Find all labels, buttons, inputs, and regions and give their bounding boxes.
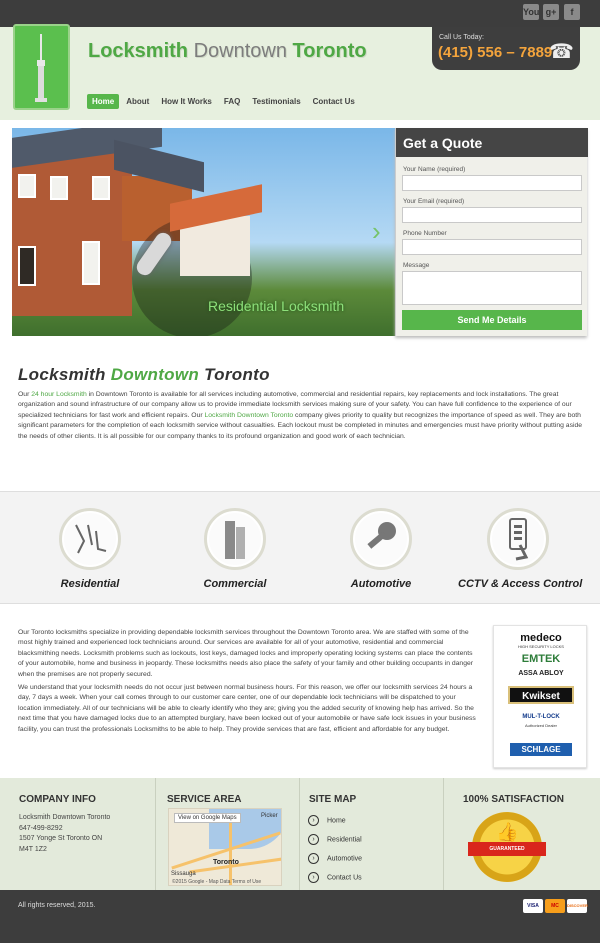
arrow-right-icon: › bbox=[308, 834, 319, 845]
copyright-text: All rights reserved, 2015. bbox=[18, 902, 96, 909]
brand-logos bbox=[493, 625, 587, 768]
satisfaction-heading: 100% SATISFACTION bbox=[463, 794, 564, 805]
service-commercial[interactable] bbox=[175, 508, 295, 590]
service-label: CCTV & Access Control bbox=[458, 578, 583, 590]
service-label: Residential bbox=[60, 578, 120, 590]
car-key-icon bbox=[350, 508, 412, 570]
phone-number[interactable]: (415) 556 – 7889 bbox=[438, 44, 553, 61]
about-heading-part: Locksmith bbox=[18, 365, 111, 384]
service-area-map[interactable] bbox=[168, 808, 282, 886]
message-textarea[interactable] bbox=[402, 271, 582, 305]
about-text-part: company gives priority to quality but recognizes the importance of speed as well. They are both significant parameters for the completion of each locksmith service without casualties. Each lockout must be completed in minutes and emergencies must have priority without putting aside the needs of other clients. It is all possible for our company thanks to its profound organization and good work of each technician. bbox=[18, 411, 583, 440]
bottom-bar bbox=[0, 890, 600, 943]
sitemap-label: Contact Us bbox=[327, 874, 362, 882]
sitemap-contact-us[interactable] bbox=[308, 872, 362, 883]
send-details-button[interactable]: Send Me Details bbox=[402, 310, 582, 330]
nav-testimonials[interactable]: Testimonials bbox=[252, 97, 301, 106]
mul-t-lock-logo: MUL-T-LOCK bbox=[522, 714, 560, 720]
services-strip bbox=[0, 491, 600, 604]
body-content bbox=[18, 628, 480, 738]
visa-icon: VISA bbox=[523, 899, 543, 913]
service-label: Commercial bbox=[203, 578, 267, 590]
service-residential[interactable] bbox=[30, 508, 150, 590]
sitemap-label: Automotive bbox=[327, 855, 363, 863]
slider-next-arrow[interactable]: › bbox=[372, 216, 381, 246]
about-paragraph bbox=[18, 390, 584, 442]
service-area-heading: SERVICE AREA bbox=[167, 794, 242, 805]
arrow-right-icon: › bbox=[308, 872, 319, 883]
keypad-hand-icon bbox=[487, 508, 549, 570]
thumbs-up-icon: 👍 bbox=[496, 822, 519, 842]
cn-tower-icon bbox=[15, 26, 68, 108]
phone-box bbox=[432, 27, 580, 70]
schlage-logo: SCHLAGE bbox=[510, 743, 572, 756]
hand-key-icon bbox=[59, 508, 121, 570]
hero-house-image bbox=[12, 146, 132, 316]
arrow-right-icon: › bbox=[308, 853, 319, 864]
service-automotive[interactable] bbox=[321, 508, 441, 590]
main-nav bbox=[87, 94, 362, 109]
nav-contact-us[interactable]: Contact Us bbox=[312, 97, 355, 106]
service-label: Automotive bbox=[350, 578, 412, 590]
site-title-part: Locksmith bbox=[88, 40, 194, 62]
about-text-part: in Downtown Toronto is available for all services including automotive, commercial and residential repairs, key replacements and lock installations. The great organization and sound infrastructure of our company allow us to provide immediate locksmith services making sure of your safety. You can have full confidence to the experience of our specialized technicians for fast work and efficient repairs. Our bbox=[18, 391, 572, 419]
mastercard-icon: MC bbox=[545, 899, 565, 913]
arrow-right-icon: › bbox=[308, 815, 319, 826]
discover-icon: DISCOVER bbox=[567, 899, 587, 913]
body-paragraph: We understand that your locksmith needs do not occur just between normal business hours. For this reason, we offer our locksmith services 24 hours a day, 7 days a week. When your call comes through to our customer care center, one of our dependable lock technicians will be dispatched to your location immediately. All of our technicians will be able to clearly identify who they are; giving you the added security of knowing help has arrived. So the next time that you have damaged locks due to an attempted burglary, have been locked out of your automobile or have safe lock issues in your business facility, you can trust the professionals Locksmiths to be able to help. They provide services that are fast, efficient and affordable for any budget. bbox=[18, 684, 476, 733]
sitemap-residential[interactable] bbox=[308, 834, 362, 845]
nav-home[interactable]: Home bbox=[87, 94, 119, 109]
hero-caption: Residential Locksmith bbox=[208, 298, 345, 314]
map-label: Picker bbox=[261, 813, 278, 819]
map-city-label: Toronto bbox=[213, 859, 239, 866]
site-title-part: Toronto bbox=[286, 40, 367, 62]
sitemap-home[interactable] bbox=[308, 815, 346, 826]
medeco-logo: medeco bbox=[520, 632, 562, 644]
google-plus-icon[interactable]: g+ bbox=[543, 4, 559, 20]
assa-abloy-logo: ASSA ABLOY bbox=[518, 670, 564, 677]
phone-input[interactable] bbox=[402, 239, 582, 255]
body-paragraph: Our Toronto locksmiths specialize in providing dependable locksmith services throughout the Downtown Toronto area. We are staffed with some of the most highly trained and experienced lock technicians around. Our services are available for all of your automotive, residential and commercial blacksmithing needs. Locksmith problems such as lockouts, lost keys, damaged locks and improperly operating locking systems can place the contents of your automobile, home and business in jeopardy. These locksmiths needs also place the safety of your family and other building occupants in danger when the premises are not properly secured. bbox=[18, 629, 474, 678]
quote-title: Get a Quote bbox=[396, 128, 588, 157]
service-cctv-access-control[interactable] bbox=[458, 508, 583, 590]
about-heading-part: Toronto bbox=[199, 365, 270, 384]
locksmith-downtown-toronto-link[interactable]: Locksmith Downtown Toronto bbox=[204, 411, 294, 419]
top-bar bbox=[0, 0, 600, 27]
about-heading bbox=[18, 365, 270, 385]
email-input[interactable] bbox=[402, 207, 582, 223]
view-on-google-maps-link[interactable]: View on Google Maps bbox=[174, 813, 241, 823]
hero-slider[interactable] bbox=[12, 128, 395, 336]
name-input[interactable] bbox=[402, 175, 582, 191]
mul-t-lock-tagline: Authorized Dealer bbox=[524, 723, 558, 728]
call-label: Call Us Today: bbox=[439, 34, 485, 41]
map-label: Sissauga bbox=[171, 871, 196, 877]
site-title[interactable] bbox=[88, 40, 367, 63]
company-info-heading: COMPANY INFO bbox=[19, 794, 96, 805]
guarantee-ribbon: GUARANTEED bbox=[468, 842, 546, 856]
sitemap-label: Residential bbox=[327, 836, 362, 844]
sitemap-label: Home bbox=[327, 817, 346, 825]
nav-how-it-works[interactable]: How It Works bbox=[161, 97, 212, 106]
map-attribution: ©2015 Google - Map Data Terms of Use bbox=[172, 879, 262, 885]
company-phone[interactable]: 647-499-8292 bbox=[19, 824, 63, 832]
site-title-part: Downtown bbox=[193, 40, 287, 62]
name-label: Your Name (required) bbox=[403, 166, 466, 173]
nav-about[interactable]: About bbox=[126, 97, 150, 106]
emtek-logo: EMTEK bbox=[521, 653, 561, 665]
logo[interactable] bbox=[13, 24, 70, 110]
sitemap-automotive[interactable] bbox=[308, 853, 362, 864]
phone-label: Phone Number bbox=[403, 230, 447, 237]
24-hour-locksmith-link[interactable]: 24 hour Locksmith bbox=[31, 391, 87, 398]
about-heading-part: Downtown bbox=[110, 365, 200, 384]
company-postal-code: M4T 1Z2 bbox=[19, 845, 47, 853]
site-map-heading: SITE MAP bbox=[309, 794, 357, 805]
message-label: Message bbox=[403, 262, 430, 269]
company-info-text bbox=[19, 813, 110, 855]
nav-faq[interactable]: FAQ bbox=[223, 97, 241, 106]
building-icon bbox=[204, 508, 266, 570]
kwikset-logo: Kwikset bbox=[508, 686, 574, 704]
telephone-icon: ☎ bbox=[549, 41, 574, 63]
facebook-icon[interactable]: f bbox=[564, 4, 580, 20]
email-label: Your Email (required) bbox=[403, 198, 465, 205]
quote-form bbox=[395, 128, 587, 336]
medeco-tagline: HIGH SECURITY LOCKS bbox=[518, 644, 564, 649]
satisfaction-guaranteed-badge bbox=[472, 812, 542, 882]
youtube-icon[interactable]: You bbox=[523, 4, 539, 20]
company-address: 1507 Yonge St Toronto ON bbox=[19, 835, 103, 842]
about-text-part: Our bbox=[18, 391, 32, 398]
company-name: Locksmith Downtown Toronto bbox=[19, 814, 111, 821]
company-info-col bbox=[0, 778, 156, 890]
